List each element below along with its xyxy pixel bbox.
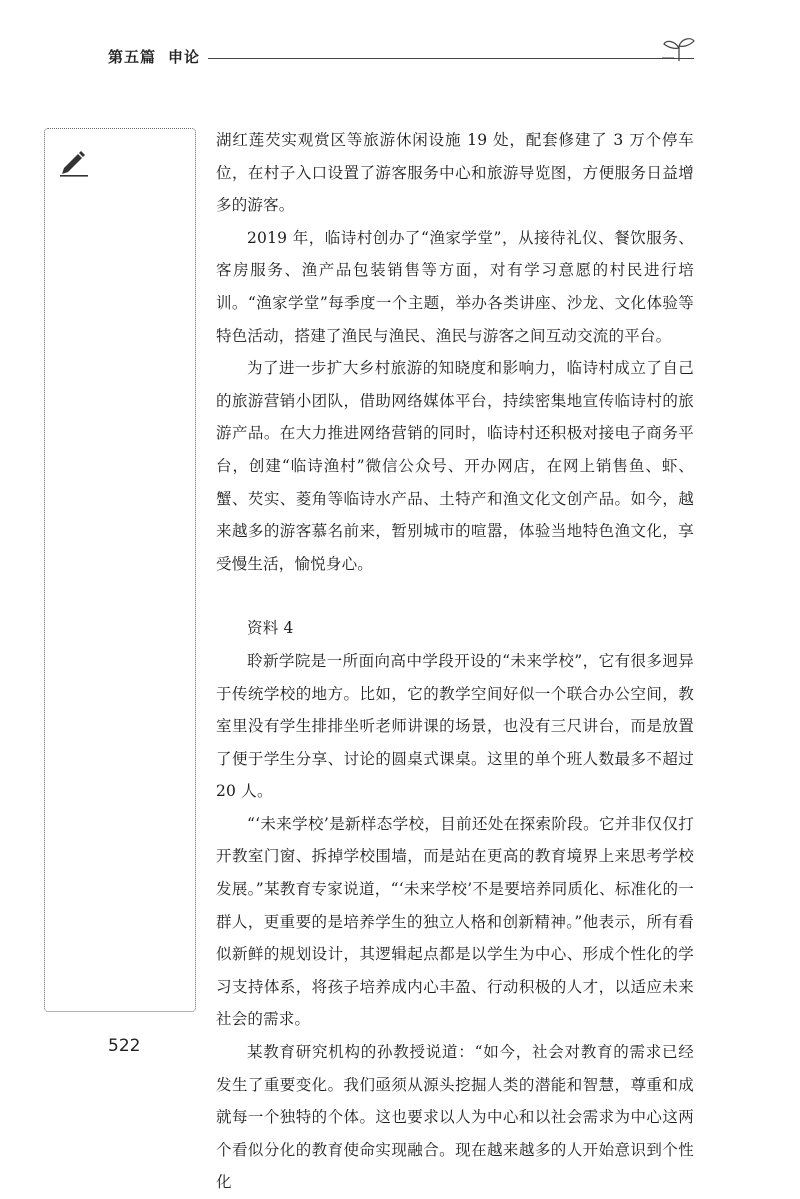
material-paragraph-1: 聆新学院是一所面向高中学段开设的“未来学校”，它有很多迥异于传统学校的地方。比如，它的教学空间好似一个联合办公空间，教室里没有学生排排坐听老师讲课的场景，也没有三尺讲台，而是放置了便于学生分享、讨论的圆桌式课桌。这里的单个班人数最多不超过 20 人。	[216, 651, 694, 801]
sprout-icon	[662, 36, 696, 62]
pencil-icon	[58, 148, 92, 178]
material-paragraph-2: “‘未来学校’是新样态学校，目前还处在探索阶段。它并非仅仅打开教室门窗、拆掉学校围墙，而是站在更高的教育境界上来思考学校发展。”某教育专家说道，“‘未来学校’不是要培养同质化、标准化的一群人，更重要的是培养学生的独立人格和创新精神。”他表示，所有看似新鲜的规划设计，其逻辑起点都是以学生为中心、形成个性化的学习支持体系，将孩子培养成内心丰盈、行动积极的人才，以适应未来社会的需求。	[216, 814, 694, 1029]
material-heading: 资料 4	[247, 619, 294, 638]
notes-box	[44, 128, 196, 1012]
section-label: 第五篇	[108, 48, 157, 66]
header-rule	[208, 58, 694, 59]
body-text	[216, 124, 694, 1199]
paragraph-3: 为了进一步扩大乡村旅游的知晓度和影响力，临诗村成立了自己的旅游营销小团队，借助网络媒体平台，持续密集地宣传临诗村的旅游产品。在大力推进网络营销的同时，临诗村还积极对接电子商务平台，创建“临诗渔村”微信公众号、开办网店，在网上销售鱼、虾、蟹、芡实、菱角等临诗水产品、土特产和渔文化文创产品。如今，越来越多的游客慕名前来，暂别城市的喧嚣，体验当地特色渔文化，享受慢生活，愉悦身心。	[216, 359, 694, 573]
page-header	[108, 46, 200, 67]
page-number: 522	[108, 1036, 141, 1056]
material-paragraph-3: 某教育研究机构的孙教授说道：“如今，社会对教育的需求已经发生了重要变化。我们亟须从源头挖掘人类的潜能和智慧，尊重和成就每一个独特的个体。这也要求以人为中心和以社会需求为中心这两个看似分化的教育使命实现融合。现在越来越多的人开始意识到个性化	[216, 1043, 694, 1192]
paragraph-1: 湖红莲芡实观赏区等旅游休闲设施 19 处，配套修建了 3 万个停车位，在村子入口设置了游客服务中心和旅游导览图，方便服务日益增多的游客。	[216, 131, 694, 215]
paragraph-2: 2019 年，临诗村创办了“渔家学堂”，从接待礼仪、餐饮服务、客房服务、渔产品包装销售等方面，对有学习意愿的村民进行培训。“渔家学堂”每季度一个主题，举办各类讲座、沙龙、文化体验等特色活动，搭建了渔民与渔民、渔民与游客之间互动交流的平台。	[216, 228, 694, 345]
section-title: 申论	[168, 48, 201, 66]
